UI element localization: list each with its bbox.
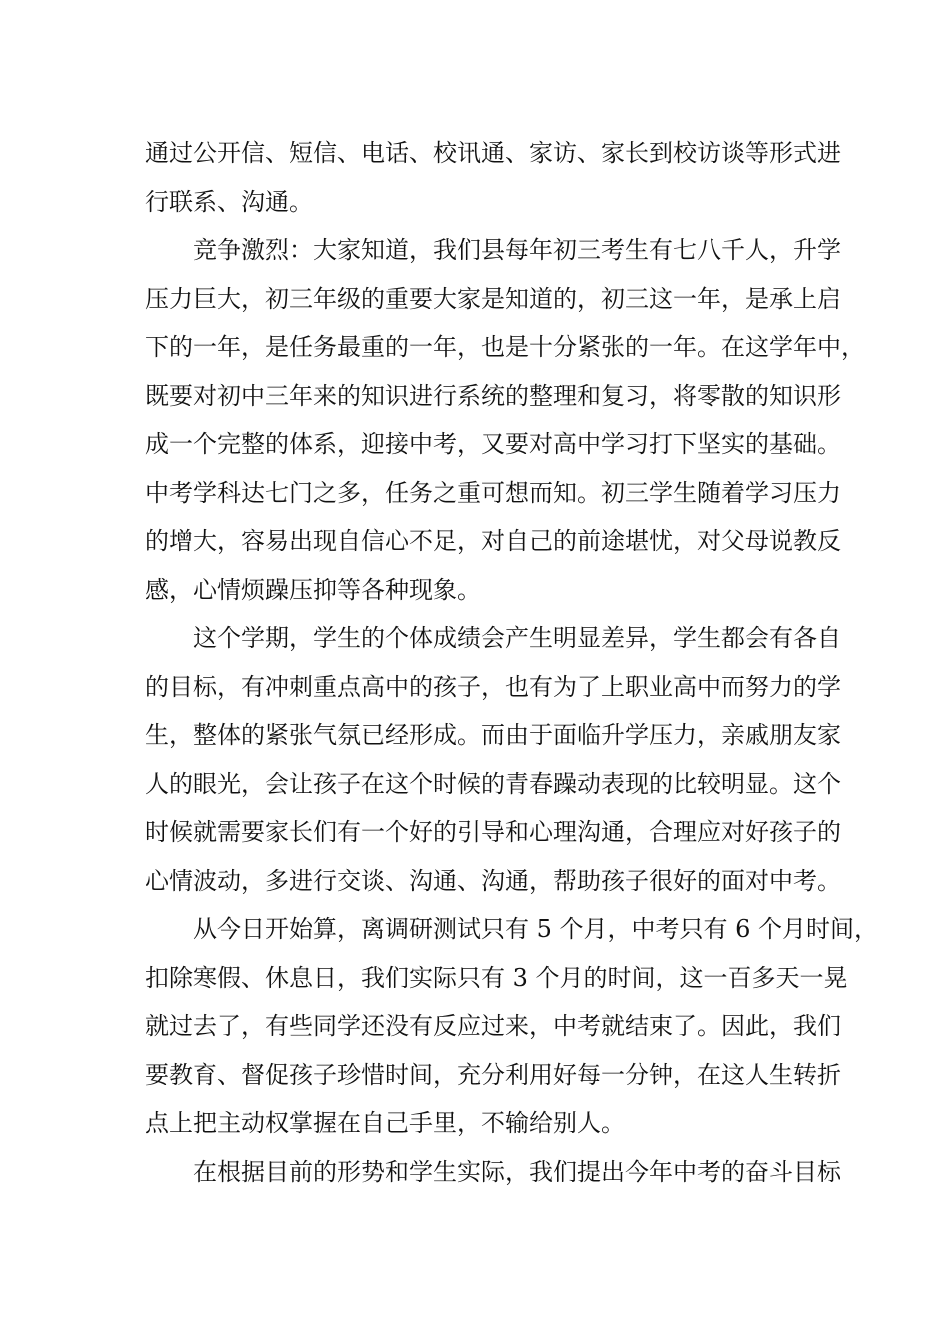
text-line: 竞争激烈：大家知道，我们县每年初三考生有七八千人，升学 — [193, 236, 841, 264]
text-line: 要教育、督促孩子珍惜时间，充分利用好每一分钟，在这人生转折 — [145, 1060, 841, 1089]
text-line: 成一个完整的体系，迎接中考，又要对高中学习打下坚实的基础。 — [145, 430, 841, 458]
text-line: 通过公开信、短信、电话、校讯通、家访、家长到校访谈等形式进 — [145, 139, 841, 167]
text-line: 中考学科达七门之多，任务之重可想而知。初三学生随着学习压力 — [145, 478, 841, 507]
paragraph-fierce-competition — [145, 226, 865, 614]
text-line: 下的一年，是任务最重的一年，也是十分紧张的一年。在这学年中， — [145, 333, 865, 361]
text-line: 从今日开始算，离调研测试只有 5 个月，中考只有 6 个月时间， — [193, 915, 879, 943]
document-body — [145, 129, 879, 1196]
text-line: 行联系、沟通。 — [145, 187, 313, 216]
text-line: 就过去了，有些同学还没有反应过来，中考就结束了。因此，我们 — [145, 1012, 841, 1040]
text-line: 生，整体的紧张气氛已经形成。而由于面临升学压力，亲戚朋友家 — [145, 721, 841, 749]
text-line: 压力巨大，初三年级的重要大家是知道的，初三这一年，是承上启 — [145, 284, 841, 313]
text-line: 这个学期，学生的个体成绩会产生明显差异，学生都会有各自 — [193, 624, 841, 652]
text-line: 的增大，容易出现自信心不足，对自己的前途堪忧，对父母说教反 — [145, 527, 841, 555]
paragraph-goals — [145, 1148, 841, 1197]
text-line: 扣除寒假、休息日，我们实际只有 3 个月的时间，这一百多天一晃 — [145, 963, 848, 992]
text-line: 感，心情烦躁压抑等各种现象。 — [145, 575, 481, 604]
text-line: 既要对初中三年来的知识进行系统的整理和复习，将零散的知识形 — [145, 381, 841, 410]
text-line: 点上把主动权掌握在自己手里，不输给别人。 — [145, 1109, 625, 1137]
text-line: 心情波动，多进行交谈、沟通、沟通，帮助孩子很好的面对中考。 — [145, 866, 841, 895]
paragraph-this-semester — [145, 614, 841, 905]
text-line: 在根据目前的形势和学生实际，我们提出今年中考的奋斗目标 — [193, 1157, 841, 1186]
paragraph-contact-methods — [145, 129, 841, 226]
text-line: 的目标，有冲刺重点高中的孩子，也有为了上职业高中而努力的学 — [145, 672, 841, 701]
text-line: 人的眼光，会让孩子在这个时候的青春躁动表现的比较明显。这个 — [145, 769, 841, 798]
paragraph-time-remaining — [145, 905, 879, 1148]
text-line: 时候就需要家长们有一个好的引导和心理沟通，合理应对好孩子的 — [145, 818, 841, 846]
